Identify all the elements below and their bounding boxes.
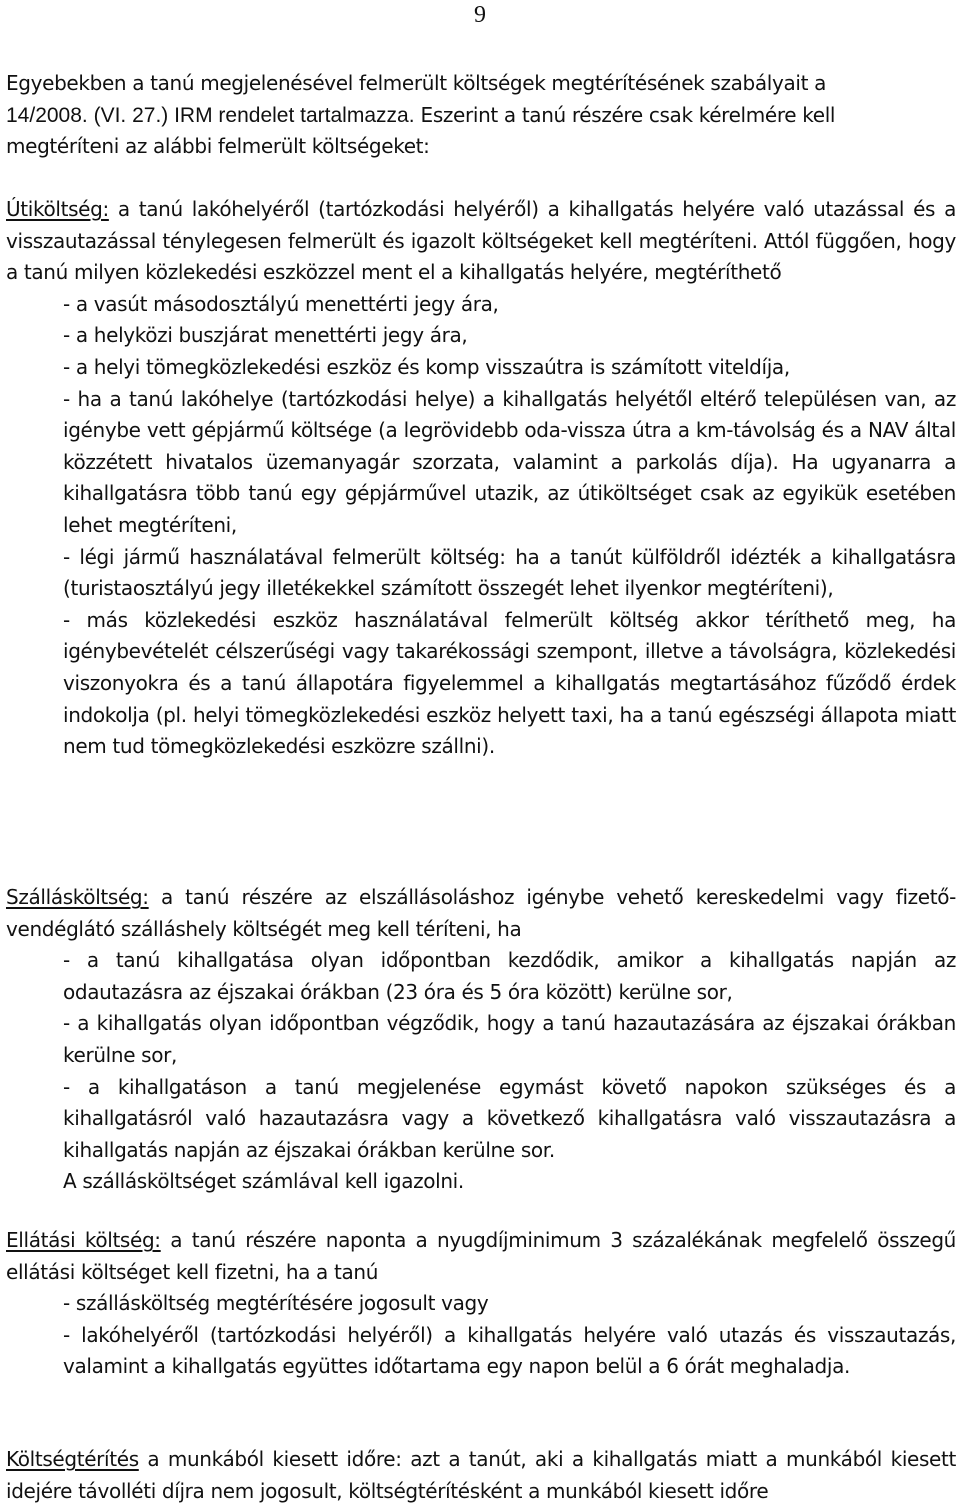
lodging-cost-heading: Szállásköltség: bbox=[6, 885, 149, 909]
lodging-cost-text: a tanú részére az elszállásoláshoz igénybe vehető kereskedelmi vagy fizető-vendéglátó szálláshely költségét meg kell téríteni, ha bbox=[6, 885, 956, 941]
meal-cost-section bbox=[6, 1225, 956, 1383]
travel-cost-text: a tanú lakóhelyéről (tartózkodási helyéről) a kihallgatás helyére való utazással és a visszautazással ténylegesen felmerült és igazolt költségeket kell megtéríteni. Attól függően, hogy a tanú milyen közlekedési eszközzel ment el a kihallgatás helyére, megtéríthető bbox=[6, 197, 956, 285]
intro-paragraph bbox=[6, 68, 956, 163]
intro-line-2: Eszerint a tanú részére csak kérelmére kell bbox=[414, 102, 836, 127]
page-number: 9 bbox=[474, 2, 486, 28]
compensation-paragraph bbox=[6, 1444, 956, 1507]
list-item: - ha a tanú lakóhelye (tartózkodási helye) a kihallgatás helyétől eltérő településen van, az igénybe vett gépjármű költsége (a legrövidebb oda-vissza útra a km-távolság és a NAV által közzétett hivatalos üzemanyagár szorzata, valamint a parkolás díja). Ha ugyanarra a kihallgatásra több tanú egy gépjárművel utazik, az útiköltséget csak az egyikük esetében lehet megtéríteni, bbox=[63, 386, 956, 537]
list-item: - légi jármű használatával felmerült költség: ha a tanút külföldről idézték a kihallgatásra (turistaosztályú jegy illetékekkel számított összegét lehet ilyenkor megtéríteni), bbox=[63, 544, 956, 601]
list-item: - a helyi tömegközlekedési eszköz és komp visszaútra is számított viteldíja, bbox=[63, 354, 790, 379]
list-item: - lakóhelyéről (tartózkodási helyéről) a kihallgatás helyére való utazás és visszautazás, valamint a kihallgatás együttes időtartama egy napon belül a 6 órát meghaladja. bbox=[63, 1322, 956, 1379]
compensation-heading: Költségtérítés bbox=[6, 1447, 139, 1471]
list-item: - más közlekedési eszköz használatával felmerült költség akkor téríthető meg, ha igénybevételét célszerűségi vagy takarékossági szempont, illetve a távolságra, közlekedési viszonyokra és a tanú állapotára figyelemmel a kihallgatás megtartásához fűződő érdek indokolja (pl. helyi tömegközlekedési eszköz helyett taxi, ha a tanú egészségi állapota miatt nem tud tömegközlekedési eszközre szállni). bbox=[63, 607, 956, 759]
list-item: - a kihallgatáson a tanú megjelenése egymást követő napokon szükséges és a kihallgatásról való hazautazásra vagy a következő kihallgatásra való visszautazásra a kihallgatás napján az éjszakai órákban kerülne sor. bbox=[63, 1074, 956, 1162]
meal-cost-heading: Ellátási költség: bbox=[6, 1228, 161, 1252]
list-item: - a kihallgatás olyan időpontban végződik, hogy a tanú hazautazására az éjszakai órákban kerülne sor, bbox=[63, 1011, 956, 1067]
lodging-cost-section bbox=[6, 882, 956, 1198]
list-item: - szállásköltség megtérítésére jogosult vagy bbox=[63, 1291, 489, 1316]
intro-decree-reference: 14/2008. (VI. 27.) IRM rendelet tartalmazza. bbox=[6, 103, 415, 127]
list-item: - a tanú kihallgatása olyan időpontban kezdődik, amikor a kihallgatás napján az odautazásra az éjszakai órákban (23 óra és 5 óra között) kerülne sor, bbox=[63, 948, 956, 1004]
list-item: A szállásköltséget számlával kell igazolni. bbox=[63, 1169, 464, 1194]
intro-line-1: Egyebekben a tanú megjelenésével felmerült költségek megtérítésének szabályait a bbox=[6, 71, 826, 95]
intro-line-3: megtéríteni az alábbi felmerült költségeket: bbox=[6, 134, 430, 159]
list-item: - a helyközi buszjárat menettérti jegy ára, bbox=[63, 323, 468, 348]
meal-cost-text: a tanú részére naponta a nyugdíjminimum 3 százalékának megfelelő összegű ellátási költséget kell fizetni, ha a tanú bbox=[6, 1228, 956, 1284]
travel-cost-heading: Útiköltség: bbox=[6, 197, 109, 221]
compensation-section bbox=[6, 1444, 956, 1507]
compensation-text: a munkából kiesett időre: azt a tanút, aki a kihallgatás miatt a munkából kiesett idejére távolléti díjra nem jogosult, költségtérítésként a munkából kiesett időre bbox=[6, 1447, 956, 1503]
lodging-cost-paragraph bbox=[6, 882, 956, 945]
list-item: - a vasút másodosztályú menettérti jegy ára, bbox=[63, 291, 499, 316]
meal-cost-paragraph bbox=[6, 1225, 956, 1288]
travel-cost-paragraph bbox=[6, 194, 956, 289]
travel-cost-section bbox=[6, 194, 956, 763]
